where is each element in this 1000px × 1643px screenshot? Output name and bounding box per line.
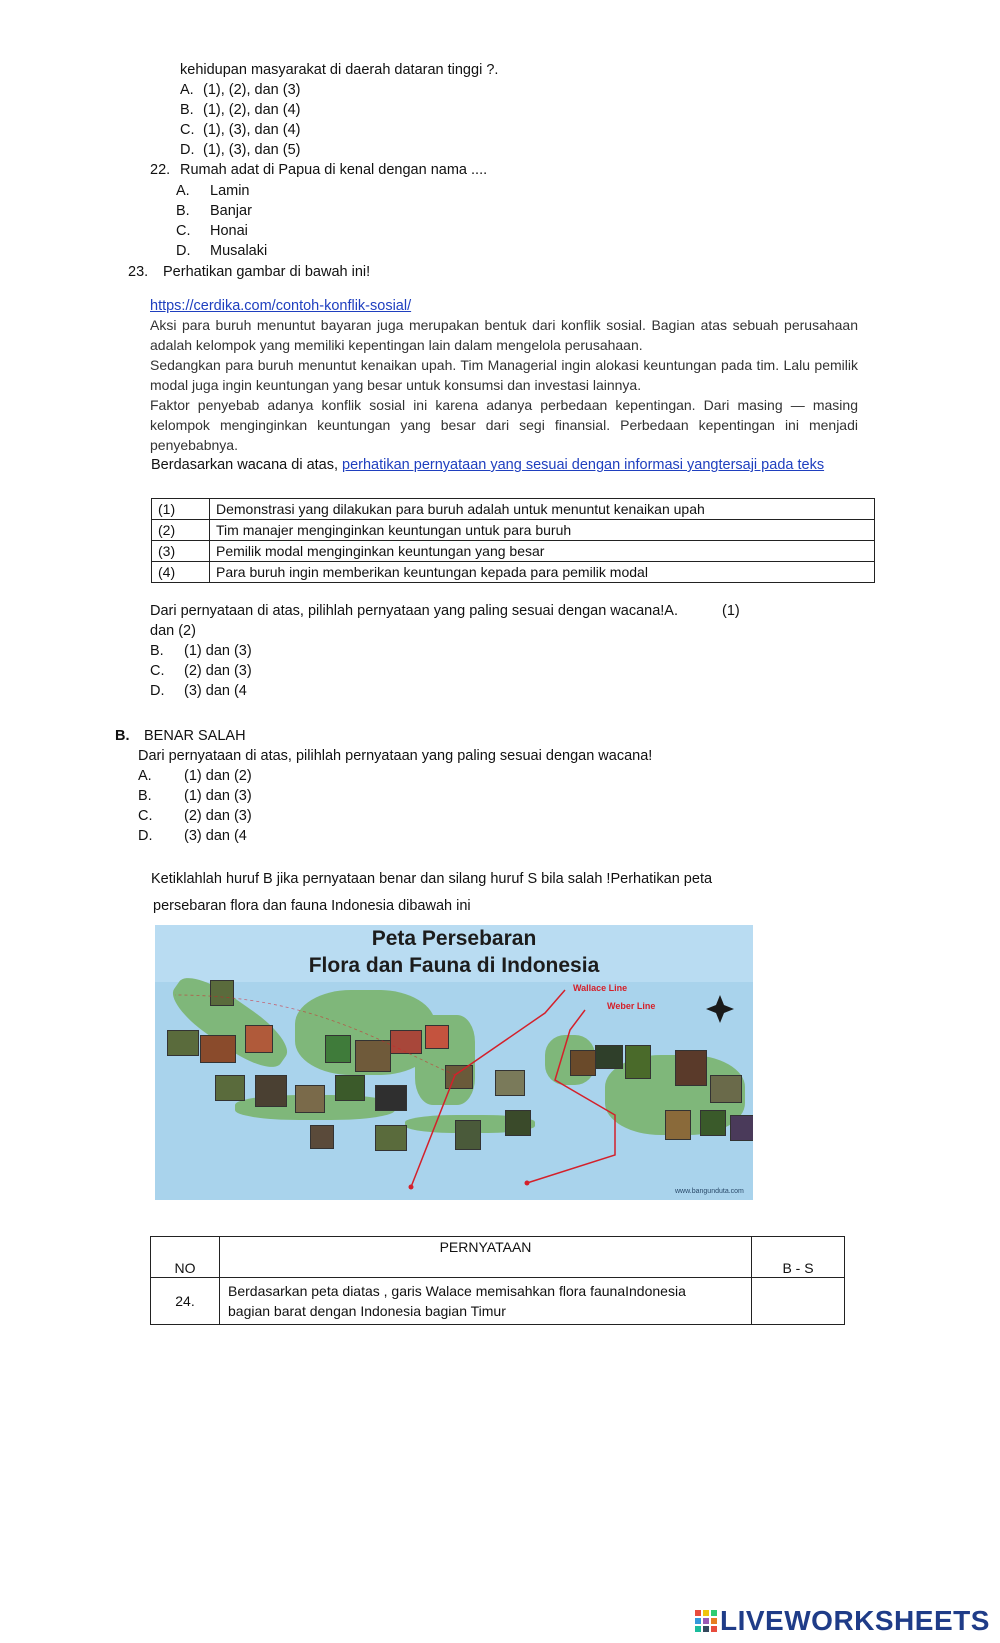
- section-b-label: B.: [115, 728, 130, 744]
- row-statement-line1: Berdasarkan peta diatas , garis Walace memisahkan flora faunaIndonesia: [228, 1283, 686, 1299]
- q23-option-label: B.: [150, 643, 164, 659]
- table-row: [152, 499, 875, 520]
- q23-number: 23.: [128, 264, 149, 280]
- section-b-option-label: A.: [138, 768, 152, 784]
- statement-text: Pemilik modal menginginkan keuntungan yang besar: [210, 541, 875, 562]
- q21-option-label: B.: [180, 102, 194, 118]
- q23-option-text: (3) dan (4: [184, 683, 247, 699]
- map-watermark: www.bangunduta.com: [675, 1188, 744, 1195]
- q22-stem: Rumah adat di Papua di kenal dengan nama ....: [180, 162, 488, 178]
- wallace-line-end: [409, 1185, 414, 1190]
- section-b-option-text: (2) dan (3): [184, 808, 252, 824]
- header-no: NO: [151, 1237, 220, 1278]
- q23-question-tail: (1): [722, 603, 740, 619]
- q22-option-label: C.: [176, 223, 191, 239]
- weber-line-end: [525, 1181, 530, 1186]
- q23-stem: Perhatikan gambar di bawah ini!: [163, 264, 371, 280]
- q22-number: 22.: [150, 162, 171, 178]
- table-header-row: [151, 1237, 845, 1278]
- source-link[interactable]: https://cerdika.com/contoh-konflik-sosial/: [150, 298, 412, 314]
- section-b-option-label: C.: [138, 808, 153, 824]
- q23-option-text: (2) dan (3): [184, 663, 252, 679]
- statement-number: (2): [152, 520, 210, 541]
- section-b-question: Dari pernyataan di atas, pilihlah pernyataan yang paling sesuai dengan wacana!: [138, 748, 653, 764]
- table-row: [152, 562, 875, 583]
- weber-line: [527, 1010, 615, 1183]
- section-b-instruction-cont: persebaran flora dan fauna Indonesia dibawah ini: [153, 898, 471, 914]
- flight-route: [175, 995, 455, 1075]
- passage-paragraph: Sedangkan para buruh menuntut kenaikan upah. Tim Managerial ingin alokasi keuntungan pada tim. Lalu pemilik modal juga ingin keuntungan yang besar untuk konsumsi dan investasi lainnya.: [150, 357, 858, 393]
- q21-option-text: (1), (2), dan (3): [203, 82, 301, 98]
- section-b-option-text: (3) dan (4: [184, 828, 247, 844]
- q21-option-label: C.: [180, 122, 195, 138]
- section-b-title: BENAR SALAH: [144, 728, 246, 744]
- passage-paragraph: Faktor penyebab adanya konflik sosial ini karena adanya perbedaan kepentingan. Dari masing — masing kelompok menginginkan keuntungan yang besar dari segi finansial. Perbedaan kepentingan ini menjadi penyebabnya.: [150, 397, 858, 453]
- table-row: [151, 1278, 845, 1325]
- q23-option-text: (1) dan (3): [184, 643, 252, 659]
- compass-rose-icon: [706, 995, 734, 1023]
- wallace-line: [411, 990, 565, 1187]
- q23-option-label: D.: [150, 683, 165, 699]
- statement-number: (3): [152, 541, 210, 562]
- section-b-option-label: D.: [138, 828, 153, 844]
- true-false-table: [150, 1236, 845, 1325]
- q22-option-text: Musalaki: [210, 243, 268, 259]
- weber-line-label: Weber Line: [607, 1001, 656, 1011]
- section-b-option-label: B.: [138, 788, 152, 804]
- q23-question-cont: dan (2): [150, 623, 196, 639]
- statement-table: [151, 498, 875, 583]
- header-statement: PERNYATAAN: [220, 1237, 752, 1278]
- statement-number: (1): [152, 499, 210, 520]
- answer-input[interactable]: [752, 1278, 845, 1325]
- liveworksheets-logo-icon: [695, 1610, 717, 1632]
- q22-option-text: Banjar: [210, 203, 252, 219]
- q21-stem: kehidupan masyarakat di daerah dataran tinggi ?.: [180, 62, 499, 78]
- instruction-prefix: Berdasarkan wacana di atas,: [151, 457, 343, 473]
- q22-option-text: Lamin: [210, 183, 250, 199]
- table-row: [152, 520, 875, 541]
- statement-number: (4): [152, 562, 210, 583]
- q23-option-label: C.: [150, 663, 165, 679]
- map-title-line1: Peta Persebaran: [371, 927, 537, 950]
- instruction-link[interactable]: perhatikan pernyataan yang sesuai dengan informasi yangtersaji pada teks: [342, 457, 825, 473]
- section-b-instruction: Ketiklahlah huruf B jika pernyataan benar dan silang huruf S bila salah !Perhatikan peta: [151, 871, 713, 887]
- biogeographic-lines: [155, 925, 753, 1200]
- row-statement-line2: bagian barat dengan Indonesia bagian Timur: [228, 1303, 506, 1319]
- q21-option-text: (1), (3), dan (5): [203, 142, 301, 158]
- q21-option-label: D.: [180, 142, 195, 158]
- q21-option-text: (1), (2), dan (4): [203, 102, 301, 118]
- q22-option-label: B.: [176, 203, 190, 219]
- map-title-line2: Flora dan Fauna di Indonesia: [308, 954, 600, 977]
- q22-option-text: Honai: [210, 223, 248, 239]
- header-bs: B - S: [752, 1237, 845, 1278]
- table-row: [152, 541, 875, 562]
- wallace-line-label: Wallace Line: [573, 983, 628, 993]
- q21-option-label: A.: [180, 82, 194, 98]
- row-number: 24.: [151, 1278, 220, 1325]
- q23-question: Dari pernyataan di atas, pilihlah pernyataan yang paling sesuai dengan wacana!A.: [150, 603, 678, 619]
- liveworksheets-brand: LIVEWORKSHEETS: [720, 1605, 990, 1636]
- passage-paragraph: Aksi para buruh menuntut bayaran juga merupakan bentuk dari konflik sosial. Bagian atas sebuah perusahaan adalah kelompok yang memiliki kepentingan lain dalam mengelola perusahaan.: [150, 317, 858, 353]
- statement-text: Para buruh ingin memberikan keuntungan kepada para pemilik modal: [210, 562, 875, 583]
- q21-option-text: (1), (3), dan (4): [203, 122, 301, 138]
- q22-option-label: A.: [176, 183, 190, 199]
- flora-fauna-map: [155, 925, 753, 1200]
- q22-option-label: D.: [176, 243, 191, 259]
- statement-text: Demonstrasi yang dilakukan para buruh adalah untuk menuntut kenaikan upah: [210, 499, 875, 520]
- section-b-option-text: (1) dan (2): [184, 768, 252, 784]
- section-b-option-text: (1) dan (3): [184, 788, 252, 804]
- passage-instruction: [151, 457, 824, 473]
- statement-text: Tim manajer menginginkan keuntungan untuk para buruh: [210, 520, 875, 541]
- row-statement: [220, 1278, 752, 1325]
